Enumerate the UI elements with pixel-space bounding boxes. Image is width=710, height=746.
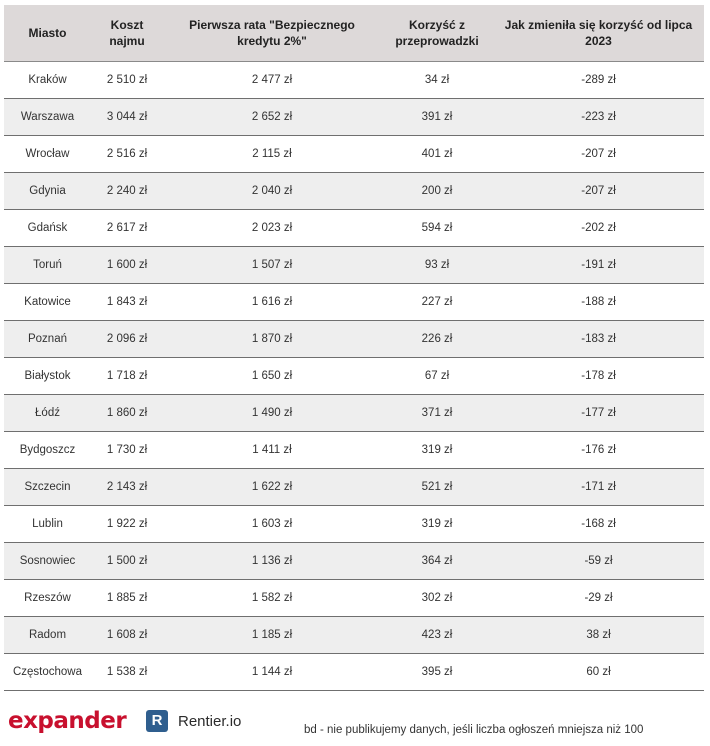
cell-benefit: 401 zł bbox=[381, 135, 493, 172]
table-row bbox=[4, 505, 704, 542]
table-row bbox=[4, 616, 704, 653]
table-row bbox=[4, 394, 704, 431]
cell-installment: 1 136 zł bbox=[163, 542, 381, 579]
cell-change: 38 zł bbox=[493, 616, 704, 653]
table-row bbox=[4, 246, 704, 283]
table-row bbox=[4, 579, 704, 616]
column-header-city: Miasto bbox=[4, 5, 91, 61]
cell-change: -207 zł bbox=[493, 172, 704, 209]
cell-change: -176 zł bbox=[493, 431, 704, 468]
cell-rent: 2 510 zł bbox=[91, 61, 163, 98]
column-header-change: Jak zmieniła się korzyść od lipca 2023 bbox=[493, 5, 704, 61]
table-row bbox=[4, 357, 704, 394]
cell-change: -177 zł bbox=[493, 394, 704, 431]
cell-installment: 2 652 zł bbox=[163, 98, 381, 135]
cell-change: -188 zł bbox=[493, 283, 704, 320]
cell-installment: 1 144 zł bbox=[163, 653, 381, 690]
cell-change: -207 zł bbox=[493, 135, 704, 172]
footnote: bd - nie publikujemy danych, jeśli liczba ogłoszeń mniejsza niż 100 bbox=[304, 724, 644, 736]
cell-city: Lublin bbox=[4, 505, 91, 542]
table-row bbox=[4, 653, 704, 690]
cell-benefit: 302 zł bbox=[381, 579, 493, 616]
cell-rent: 1 843 zł bbox=[91, 283, 163, 320]
cell-installment: 1 185 zł bbox=[163, 616, 381, 653]
cell-installment: 1 490 zł bbox=[163, 394, 381, 431]
table-body bbox=[4, 61, 704, 690]
cell-rent: 1 860 zł bbox=[91, 394, 163, 431]
cell-rent: 2 143 zł bbox=[91, 468, 163, 505]
table-row bbox=[4, 61, 704, 98]
table-row bbox=[4, 135, 704, 172]
cell-benefit: 364 zł bbox=[381, 542, 493, 579]
cell-city: Szczecin bbox=[4, 468, 91, 505]
cell-city: Gdynia bbox=[4, 172, 91, 209]
rentier-logo bbox=[146, 710, 241, 732]
cell-benefit: 93 zł bbox=[381, 246, 493, 283]
table-row bbox=[4, 209, 704, 246]
cell-installment: 2 023 zł bbox=[163, 209, 381, 246]
cell-installment: 2 477 zł bbox=[163, 61, 381, 98]
footer bbox=[0, 700, 710, 746]
cell-city: Rzeszów bbox=[4, 579, 91, 616]
cell-rent: 3 044 zł bbox=[91, 98, 163, 135]
cell-rent: 2 096 zł bbox=[91, 320, 163, 357]
cell-rent: 2 240 zł bbox=[91, 172, 163, 209]
cell-installment: 1 650 zł bbox=[163, 357, 381, 394]
cell-city: Białystok bbox=[4, 357, 91, 394]
cell-change: -171 zł bbox=[493, 468, 704, 505]
cell-rent: 1 538 zł bbox=[91, 653, 163, 690]
cell-city: Radom bbox=[4, 616, 91, 653]
cell-change: -168 zł bbox=[493, 505, 704, 542]
cell-benefit: 395 zł bbox=[381, 653, 493, 690]
table-row bbox=[4, 431, 704, 468]
cell-city: Gdańsk bbox=[4, 209, 91, 246]
data-table-container bbox=[4, 5, 704, 691]
cell-benefit: 34 zł bbox=[381, 61, 493, 98]
cell-rent: 1 885 zł bbox=[91, 579, 163, 616]
cell-city: Warszawa bbox=[4, 98, 91, 135]
cell-benefit: 423 zł bbox=[381, 616, 493, 653]
cell-benefit: 521 zł bbox=[381, 468, 493, 505]
cell-benefit: 371 zł bbox=[381, 394, 493, 431]
table-row bbox=[4, 98, 704, 135]
cell-rent: 1 718 zł bbox=[91, 357, 163, 394]
cell-rent: 1 608 zł bbox=[91, 616, 163, 653]
cell-benefit: 319 zł bbox=[381, 431, 493, 468]
cell-installment: 1 582 zł bbox=[163, 579, 381, 616]
cell-rent: 1 600 zł bbox=[91, 246, 163, 283]
cell-installment: 1 870 zł bbox=[163, 320, 381, 357]
column-header-rent: Koszt najmu bbox=[91, 5, 163, 61]
cell-benefit: 67 zł bbox=[381, 357, 493, 394]
cell-benefit: 594 zł bbox=[381, 209, 493, 246]
column-header-benefit: Korzyść z przeprowadzki bbox=[381, 5, 493, 61]
cell-city: Bydgoszcz bbox=[4, 431, 91, 468]
cell-city: Poznań bbox=[4, 320, 91, 357]
cell-rent: 1 730 zł bbox=[91, 431, 163, 468]
cell-benefit: 226 zł bbox=[381, 320, 493, 357]
rentier-logo-text: Rentier.io bbox=[178, 712, 242, 730]
cell-city: Łódź bbox=[4, 394, 91, 431]
cell-benefit: 391 zł bbox=[381, 98, 493, 135]
cell-rent: 2 617 zł bbox=[91, 209, 163, 246]
cell-rent: 1 500 zł bbox=[91, 542, 163, 579]
table-row bbox=[4, 468, 704, 505]
cell-change: 60 zł bbox=[493, 653, 704, 690]
cell-benefit: 319 zł bbox=[381, 505, 493, 542]
rentier-mark-icon: R bbox=[146, 710, 168, 732]
cell-installment: 1 603 zł bbox=[163, 505, 381, 542]
cell-city: Kraków bbox=[4, 61, 91, 98]
cell-installment: 2 115 zł bbox=[163, 135, 381, 172]
table-row bbox=[4, 172, 704, 209]
cell-change: -289 zł bbox=[493, 61, 704, 98]
expander-logo-text: expander bbox=[8, 708, 127, 734]
cell-installment: 2 040 zł bbox=[163, 172, 381, 209]
data-table bbox=[4, 5, 704, 691]
cell-city: Wrocław bbox=[4, 135, 91, 172]
expander-logo bbox=[8, 708, 126, 734]
cell-city: Sosnowiec bbox=[4, 542, 91, 579]
cell-city: Katowice bbox=[4, 283, 91, 320]
cell-change: -202 zł bbox=[493, 209, 704, 246]
cell-installment: 1 622 zł bbox=[163, 468, 381, 505]
cell-city: Częstochowa bbox=[4, 653, 91, 690]
table-row bbox=[4, 542, 704, 579]
cell-change: -59 zł bbox=[493, 542, 704, 579]
cell-change: -191 zł bbox=[493, 246, 704, 283]
cell-rent: 2 516 zł bbox=[91, 135, 163, 172]
table-row bbox=[4, 283, 704, 320]
table-header-row bbox=[4, 5, 704, 61]
column-header-installment: Pierwsza rata "Bezpiecznego kredytu 2%" bbox=[163, 5, 381, 61]
cell-change: -178 zł bbox=[493, 357, 704, 394]
cell-change: -29 zł bbox=[493, 579, 704, 616]
cell-city: Toruń bbox=[4, 246, 91, 283]
cell-change: -183 zł bbox=[493, 320, 704, 357]
cell-benefit: 200 zł bbox=[381, 172, 493, 209]
table-row bbox=[4, 320, 704, 357]
cell-benefit: 227 zł bbox=[381, 283, 493, 320]
cell-change: -223 zł bbox=[493, 98, 704, 135]
cell-installment: 1 411 zł bbox=[163, 431, 381, 468]
cell-installment: 1 507 zł bbox=[163, 246, 381, 283]
cell-installment: 1 616 zł bbox=[163, 283, 381, 320]
cell-rent: 1 922 zł bbox=[91, 505, 163, 542]
